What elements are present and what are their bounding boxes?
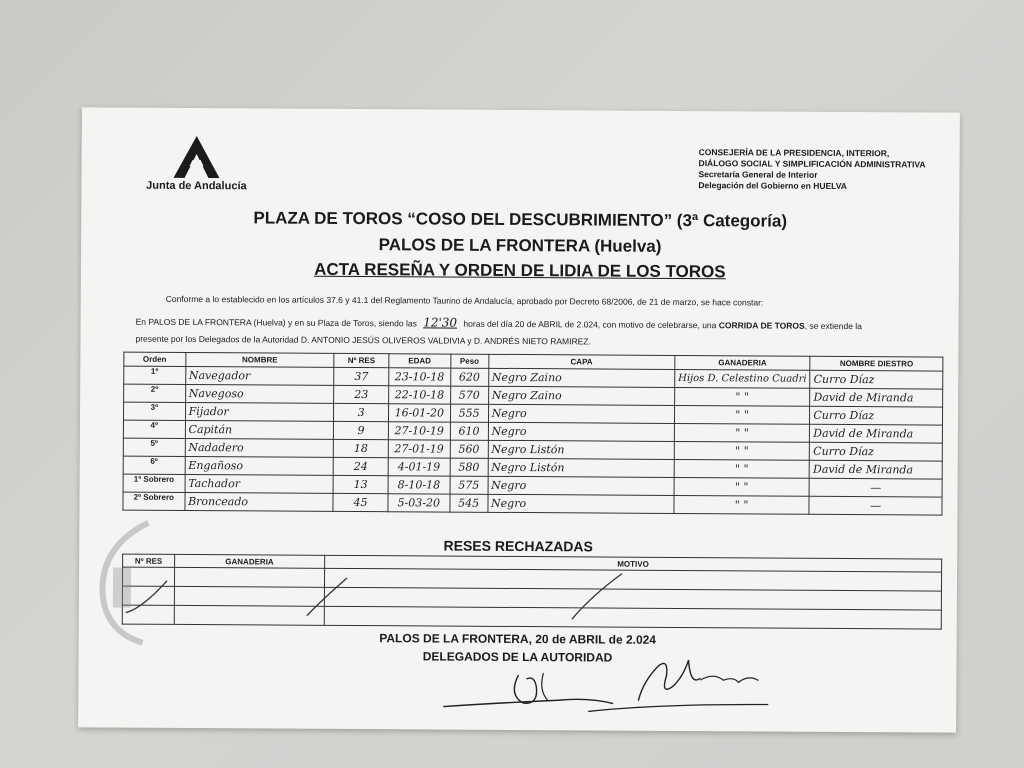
cell-res: 37 (334, 367, 389, 385)
cell-res: 24 (333, 457, 388, 475)
cell-res: 9 (334, 421, 389, 439)
cell-ganaderia: " " (674, 387, 810, 406)
cell-capa: Negro Listón (488, 440, 674, 459)
cell-res: 13 (333, 475, 388, 493)
dept-line: Secretaría General de Interior (698, 169, 818, 180)
cell-ganaderia: " " (674, 495, 810, 514)
cell-capa: Negro (487, 494, 673, 513)
delegate-signatures (438, 645, 778, 727)
cell-diestro: David de Miranda (810, 460, 943, 479)
cell-diestro: David de Miranda (810, 424, 943, 443)
cell-peso: 560 (450, 440, 488, 458)
cell-orden: 1º (124, 366, 186, 384)
cell-orden: 2º Sobrero (123, 492, 185, 510)
title-town: PALOS DE LA FRONTERA (Huelva) (378, 235, 662, 256)
cell-edad: 8-10-18 (388, 476, 450, 494)
cell-nombre: Tachador (185, 474, 334, 493)
cell-res: 23 (334, 385, 389, 403)
faded-stamp (93, 517, 154, 647)
cell-nombre: Nadadero (185, 438, 334, 457)
rejected-strike-marks (122, 563, 942, 630)
cell-peso: 575 (450, 476, 488, 494)
cell-nombre: Engañoso (185, 456, 334, 475)
cell-peso: 570 (450, 386, 488, 404)
cell-res: 3 (334, 403, 389, 421)
intro-text-a: En PALOS DE LA FRONTERA (Huelva) y en su Plaza de Toros, siendo las (135, 316, 417, 329)
col-rej-motivo: MOTIVO (324, 555, 941, 572)
junta-logo (141, 136, 251, 193)
cell-res: 45 (333, 493, 388, 511)
cell-diestro: Curro Díaz (810, 406, 943, 425)
cell-orden: 5º (123, 438, 185, 456)
title-acta: ACTA RESEÑA Y ORDEN DE LIDIA DE LOS TOROS (314, 259, 726, 282)
cell-diestro: David de Miranda (810, 388, 943, 407)
dept-line: Delegación del Gobierno en HUELVA (698, 180, 847, 191)
col-orden: Orden (124, 352, 186, 366)
cell-orden: 4º (123, 420, 185, 438)
junta-a-icon (173, 136, 219, 178)
cell-capa: Negro (488, 422, 674, 441)
cell-res: 18 (334, 439, 389, 457)
table-row (123, 492, 942, 515)
cell-ganaderia: Hijos D. Celestino Cuadri (675, 369, 811, 388)
cell-ganaderia: " " (674, 441, 810, 460)
cell-ganaderia: " " (674, 477, 810, 496)
intro-line-2 (136, 314, 862, 332)
cell-capa: Negro (488, 476, 674, 495)
handwritten-hour: 12'30 (423, 315, 458, 330)
cell-peso: 545 (450, 494, 488, 512)
col-rej-ganaderia: GANADERIA (175, 554, 325, 568)
intro-text-c: , se extiende la (804, 320, 862, 332)
col-ganaderia: GANADERIA (675, 355, 811, 370)
cell-nombre: Navegador (185, 366, 334, 385)
cell-edad: 23-10-18 (389, 368, 451, 386)
cell-capa: Negro Zaino (488, 368, 674, 387)
cell-edad: 16-01-20 (388, 404, 450, 422)
event-type: CORRIDA DE TOROS (718, 320, 805, 331)
intro-text-b: horas del día 20 de ABRIL de 2.024, con motivo de celebrarse, una (463, 318, 717, 331)
cell-peso: 580 (450, 458, 488, 476)
cell-nombre: Bronceado (185, 492, 334, 511)
cell-ganaderia: " " (674, 459, 810, 478)
cell-edad: 4-01-19 (388, 458, 450, 476)
dept-line: CONSEJERÍA DE LA PRESIDENCIA, INTERIOR, (698, 147, 890, 159)
cell-capa: Negro (488, 404, 674, 423)
cell-orden: 1º Sobrero (123, 474, 185, 492)
cell-orden: 2º (124, 384, 186, 402)
department-block (698, 147, 958, 193)
document-sheet (78, 107, 960, 732)
dept-line: DIÁLOGO SOCIAL Y SIMPLIFICACIÓN ADMINISTRATIVA (698, 158, 926, 170)
col-nombre: NOMBRE (185, 352, 334, 367)
cell-ganaderia: " " (674, 405, 810, 424)
cell-orden: 6º (123, 456, 185, 474)
bulls-table (122, 352, 943, 516)
rejected-title: RESES RECHAZADAS (443, 537, 593, 555)
col-res: Nº RES (334, 353, 389, 367)
cell-diestro: — (809, 478, 942, 497)
cell-peso: 555 (450, 404, 488, 422)
cell-diestro: Curro Díaz (810, 370, 943, 389)
col-peso: Peso (451, 354, 489, 368)
cell-nombre: Navegoso (185, 384, 334, 403)
col-edad: EDAD (389, 354, 451, 368)
col-rej-res: Nº RES (123, 554, 175, 567)
footer-place-date: PALOS DE LA FRONTERA, 20 de ABRIL de 2.024 (379, 631, 657, 647)
title-plaza: PLAZA DE TOROS “COSO DEL DESCUBRIMIENTO” (3ª Categoría) (253, 208, 788, 231)
col-diestro: NOMBRE DIESTRO (810, 356, 943, 371)
cell-edad: 22-10-18 (388, 386, 450, 404)
cell-peso: 610 (450, 422, 488, 440)
cell-capa: Negro Listón (488, 458, 674, 477)
cell-orden: 3º (123, 402, 185, 420)
cell-nombre: Capitán (185, 420, 334, 439)
cell-capa: Negro Zaino (488, 386, 674, 405)
cell-diestro: — (809, 496, 942, 515)
cell-nombre: Fijador (185, 402, 334, 421)
intro-line-1: Conforme a lo establecido en los artículos 37.6 y 41.1 del Reglamento Taurino de Andalucía, aprobado por Decreto 68/2006, de 21 de marzo, se hace constar: (165, 293, 764, 308)
intro-line-3: presente por los Delegados de la Autoridad D. ANTONIO JESÚS OLIVEROS VALDIVIA y D. ANDRÉS NIETO RAMIREZ. (135, 333, 591, 347)
logo-label: Junta de Andalucía (146, 179, 247, 193)
cell-edad: 27-10-19 (388, 422, 450, 440)
cell-diestro: Curro Díaz (810, 442, 943, 461)
cell-ganaderia: " " (674, 423, 810, 442)
cell-edad: 5-03-20 (388, 494, 450, 512)
cell-peso: 620 (450, 368, 488, 386)
col-capa: CAPA (488, 354, 674, 369)
footer-delegates: DELEGADOS DE LA AUTORIDAD (422, 649, 613, 665)
cell-edad: 27-01-19 (388, 440, 450, 458)
